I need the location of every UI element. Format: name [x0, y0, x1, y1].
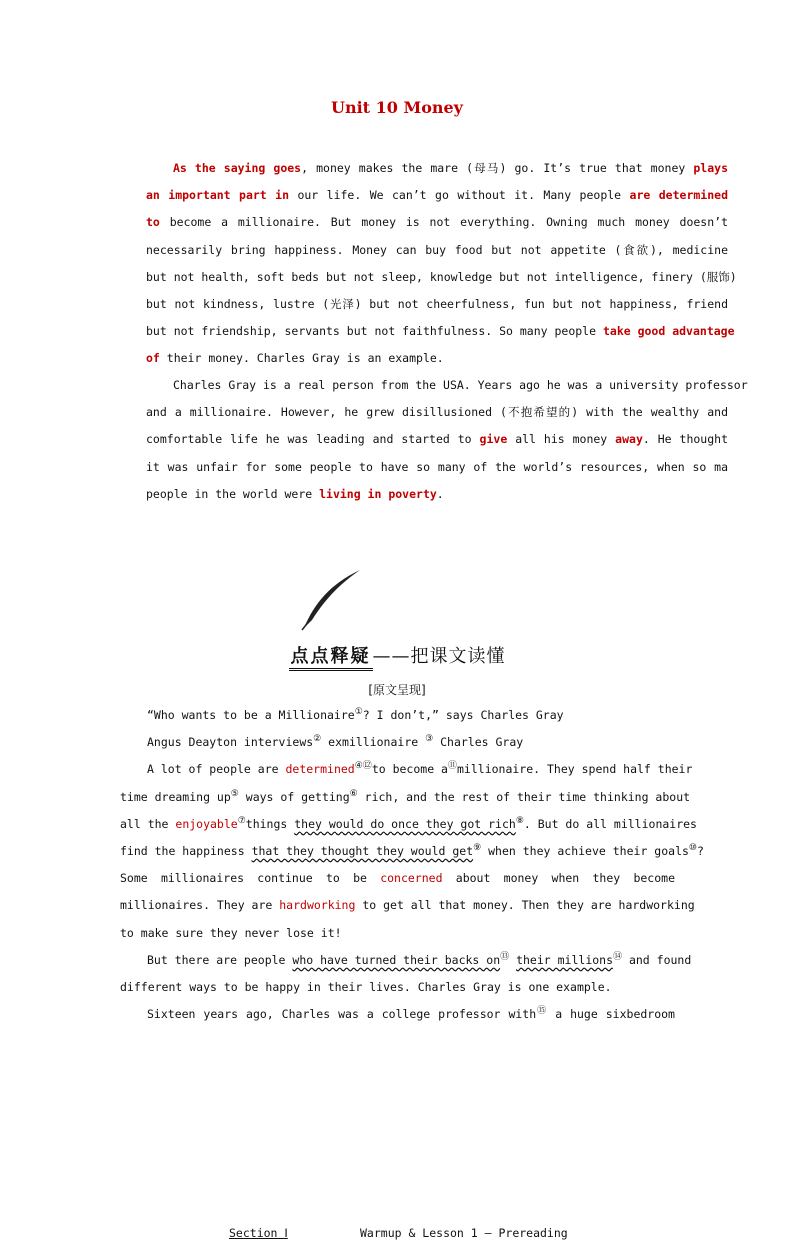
- text-run: people in the world were: [146, 486, 320, 501]
- para2-line: [146, 426, 728, 453]
- text-run: to get all that money. Then they are hardworking: [355, 898, 695, 913]
- reading-line: [120, 1001, 675, 1028]
- text-run: time dreaming up: [120, 789, 231, 804]
- phrase-highlight: to: [146, 215, 160, 230]
- reading-line: [120, 865, 675, 892]
- section-subtitle: Warmup & Lesson 1 — Prereading: [360, 1226, 568, 1240]
- text-run: all his money: [507, 432, 616, 447]
- para2-line: [146, 481, 728, 508]
- text-run: , money makes the mare (母马) go. It’s true that money: [301, 161, 694, 175]
- text-run: all the: [120, 816, 176, 831]
- text-run: ways of getting: [238, 789, 350, 804]
- phrase-highlight: plays: [693, 161, 728, 175]
- banner-tail-text: ——把课文读懂: [372, 646, 506, 667]
- keyword-red: enjoyable: [175, 816, 238, 831]
- text-run: Charles Gray: [433, 735, 524, 750]
- underlined-phrase: their millions: [516, 952, 614, 967]
- text-run: and found: [622, 952, 692, 967]
- keyword-red: hardworking: [279, 898, 356, 913]
- intro-line: [146, 318, 735, 345]
- phrase-highlight: As the saying goes: [173, 161, 302, 175]
- phrase-highlight: away: [615, 432, 643, 447]
- intro-line: [146, 155, 728, 182]
- note-number: ④⑫: [354, 761, 372, 772]
- reading-line: different ways to be happy in their lives. Charles Gray is one example.: [120, 980, 612, 995]
- note-number: ⑭: [613, 952, 623, 962]
- text-run: rich, and the rest of their time thinking about: [357, 789, 691, 804]
- phrase-highlight: of: [146, 351, 160, 366]
- intro-line: but not kindness, lustre (光泽) but not cheerfulness, fun but not happiness, friend: [146, 297, 728, 312]
- text-run: . He thought: [642, 432, 728, 447]
- intro-paragraph: [146, 155, 737, 373]
- note-number: ⑮: [536, 1006, 548, 1017]
- text-run: ?: [697, 844, 704, 859]
- reading-passage: [120, 702, 704, 1028]
- underlined-phrase: that they thought they would get: [251, 844, 474, 859]
- banner-boxed-text: 点点释疑: [289, 642, 373, 671]
- text-run: find the happiness: [120, 844, 252, 859]
- note-number: ⑤: [230, 788, 239, 799]
- text-run: Some millionaires continue to be: [120, 871, 381, 886]
- text-run: about money when they become: [442, 871, 675, 886]
- text-run: ? I don’t,” says Charles Gray: [362, 708, 564, 722]
- text-run: “Who wants to be a Millionaire: [147, 708, 355, 722]
- note-number: ③: [425, 734, 434, 745]
- intro-line: [146, 209, 728, 236]
- reading-line: [120, 702, 675, 729]
- note-number: ⑥: [349, 788, 358, 799]
- para2-line: Charles Gray is a real person from the USA. Years ago he was a university professor: [173, 378, 748, 392]
- phrase-highlight: are determined: [629, 188, 728, 203]
- text-run: . But do all millionaires: [523, 816, 697, 831]
- note-number: ⑩: [688, 843, 697, 854]
- text-run: become a millionaire. But money is not everything. Owning much money doesn’t: [159, 215, 728, 230]
- note-number: ⑦: [237, 815, 246, 826]
- text-run: our life. We can’t go without it. Many people: [289, 188, 630, 203]
- underlined-phrase: they would do once they got rich: [294, 816, 516, 831]
- second-paragraph: [146, 372, 748, 508]
- note-number: ①: [354, 707, 363, 718]
- text-run: but not friendship, servants but not faithfulness. So many people: [146, 324, 603, 339]
- reading-line: [120, 811, 697, 838]
- text-run: millionaires. They are: [120, 898, 280, 913]
- text-run: Angus Deayton interviews: [147, 735, 314, 750]
- text-run: their money. Charles Gray is an example.: [159, 351, 444, 366]
- underlined-phrase: who have turned their backs on: [292, 952, 501, 967]
- text-run: .: [436, 486, 444, 501]
- phrase-highlight: take good advantage: [602, 324, 735, 339]
- text-run: when they achieve their goals: [481, 844, 689, 859]
- intro-line: [146, 345, 728, 372]
- text-run: things: [245, 816, 295, 831]
- reading-line: [120, 729, 675, 756]
- page-title: Unit 10 Money: [331, 98, 463, 117]
- text-run: comfortable life he was leading and started to: [146, 432, 480, 447]
- note-number: ⑬: [500, 952, 510, 962]
- note-number: ⑧: [515, 815, 524, 826]
- intro-line: necessarily bring happiness. Money can buy food but not appetite (食欲), medicine: [146, 242, 728, 257]
- text-run: to become a: [371, 762, 448, 777]
- reading-line: [120, 892, 695, 919]
- text-run: But there are people: [147, 952, 293, 967]
- phrase-highlight: give: [479, 432, 508, 447]
- section-label: Section Ⅰ: [229, 1226, 288, 1240]
- text-run: exmillionaire: [321, 735, 426, 750]
- text-run: Sixteen years ago, Charles was a college professor with: [147, 1007, 537, 1022]
- note-number: ⑨: [473, 843, 482, 854]
- intro-line: but not health, soft beds but not sleep, knowledge but not intelligence, finery (服饰): [146, 269, 737, 284]
- para2-line: it was unfair for some people to have so many of the world’s resources, when so ma: [146, 459, 728, 474]
- text-run: A lot of people are: [147, 762, 286, 777]
- feather-icon: [300, 568, 362, 630]
- phrase-highlight: an important part in: [146, 188, 290, 203]
- reading-line: [120, 947, 692, 974]
- text-run: millionaire. They spend half their: [457, 762, 693, 777]
- section-banner: [0, 642, 794, 671]
- original-text-heading: [原文呈现]: [368, 683, 426, 697]
- text-run: a huge sixbedroom: [547, 1007, 675, 1022]
- note-number: ②: [313, 734, 322, 745]
- phrase-highlight: living in poverty: [319, 486, 437, 501]
- intro-line: [146, 182, 728, 209]
- reading-line: [120, 838, 704, 865]
- note-number: ⑪: [447, 761, 457, 772]
- reading-line: [120, 784, 691, 811]
- keyword-red: determined: [285, 762, 355, 777]
- reading-line: to make sure they never lose it!: [120, 925, 342, 940]
- reading-line: [120, 756, 693, 783]
- para2-line: and a millionaire. However, he grew disillusioned (不抱希望的) with the wealthy and: [146, 405, 728, 420]
- keyword-red: concerned: [380, 871, 443, 886]
